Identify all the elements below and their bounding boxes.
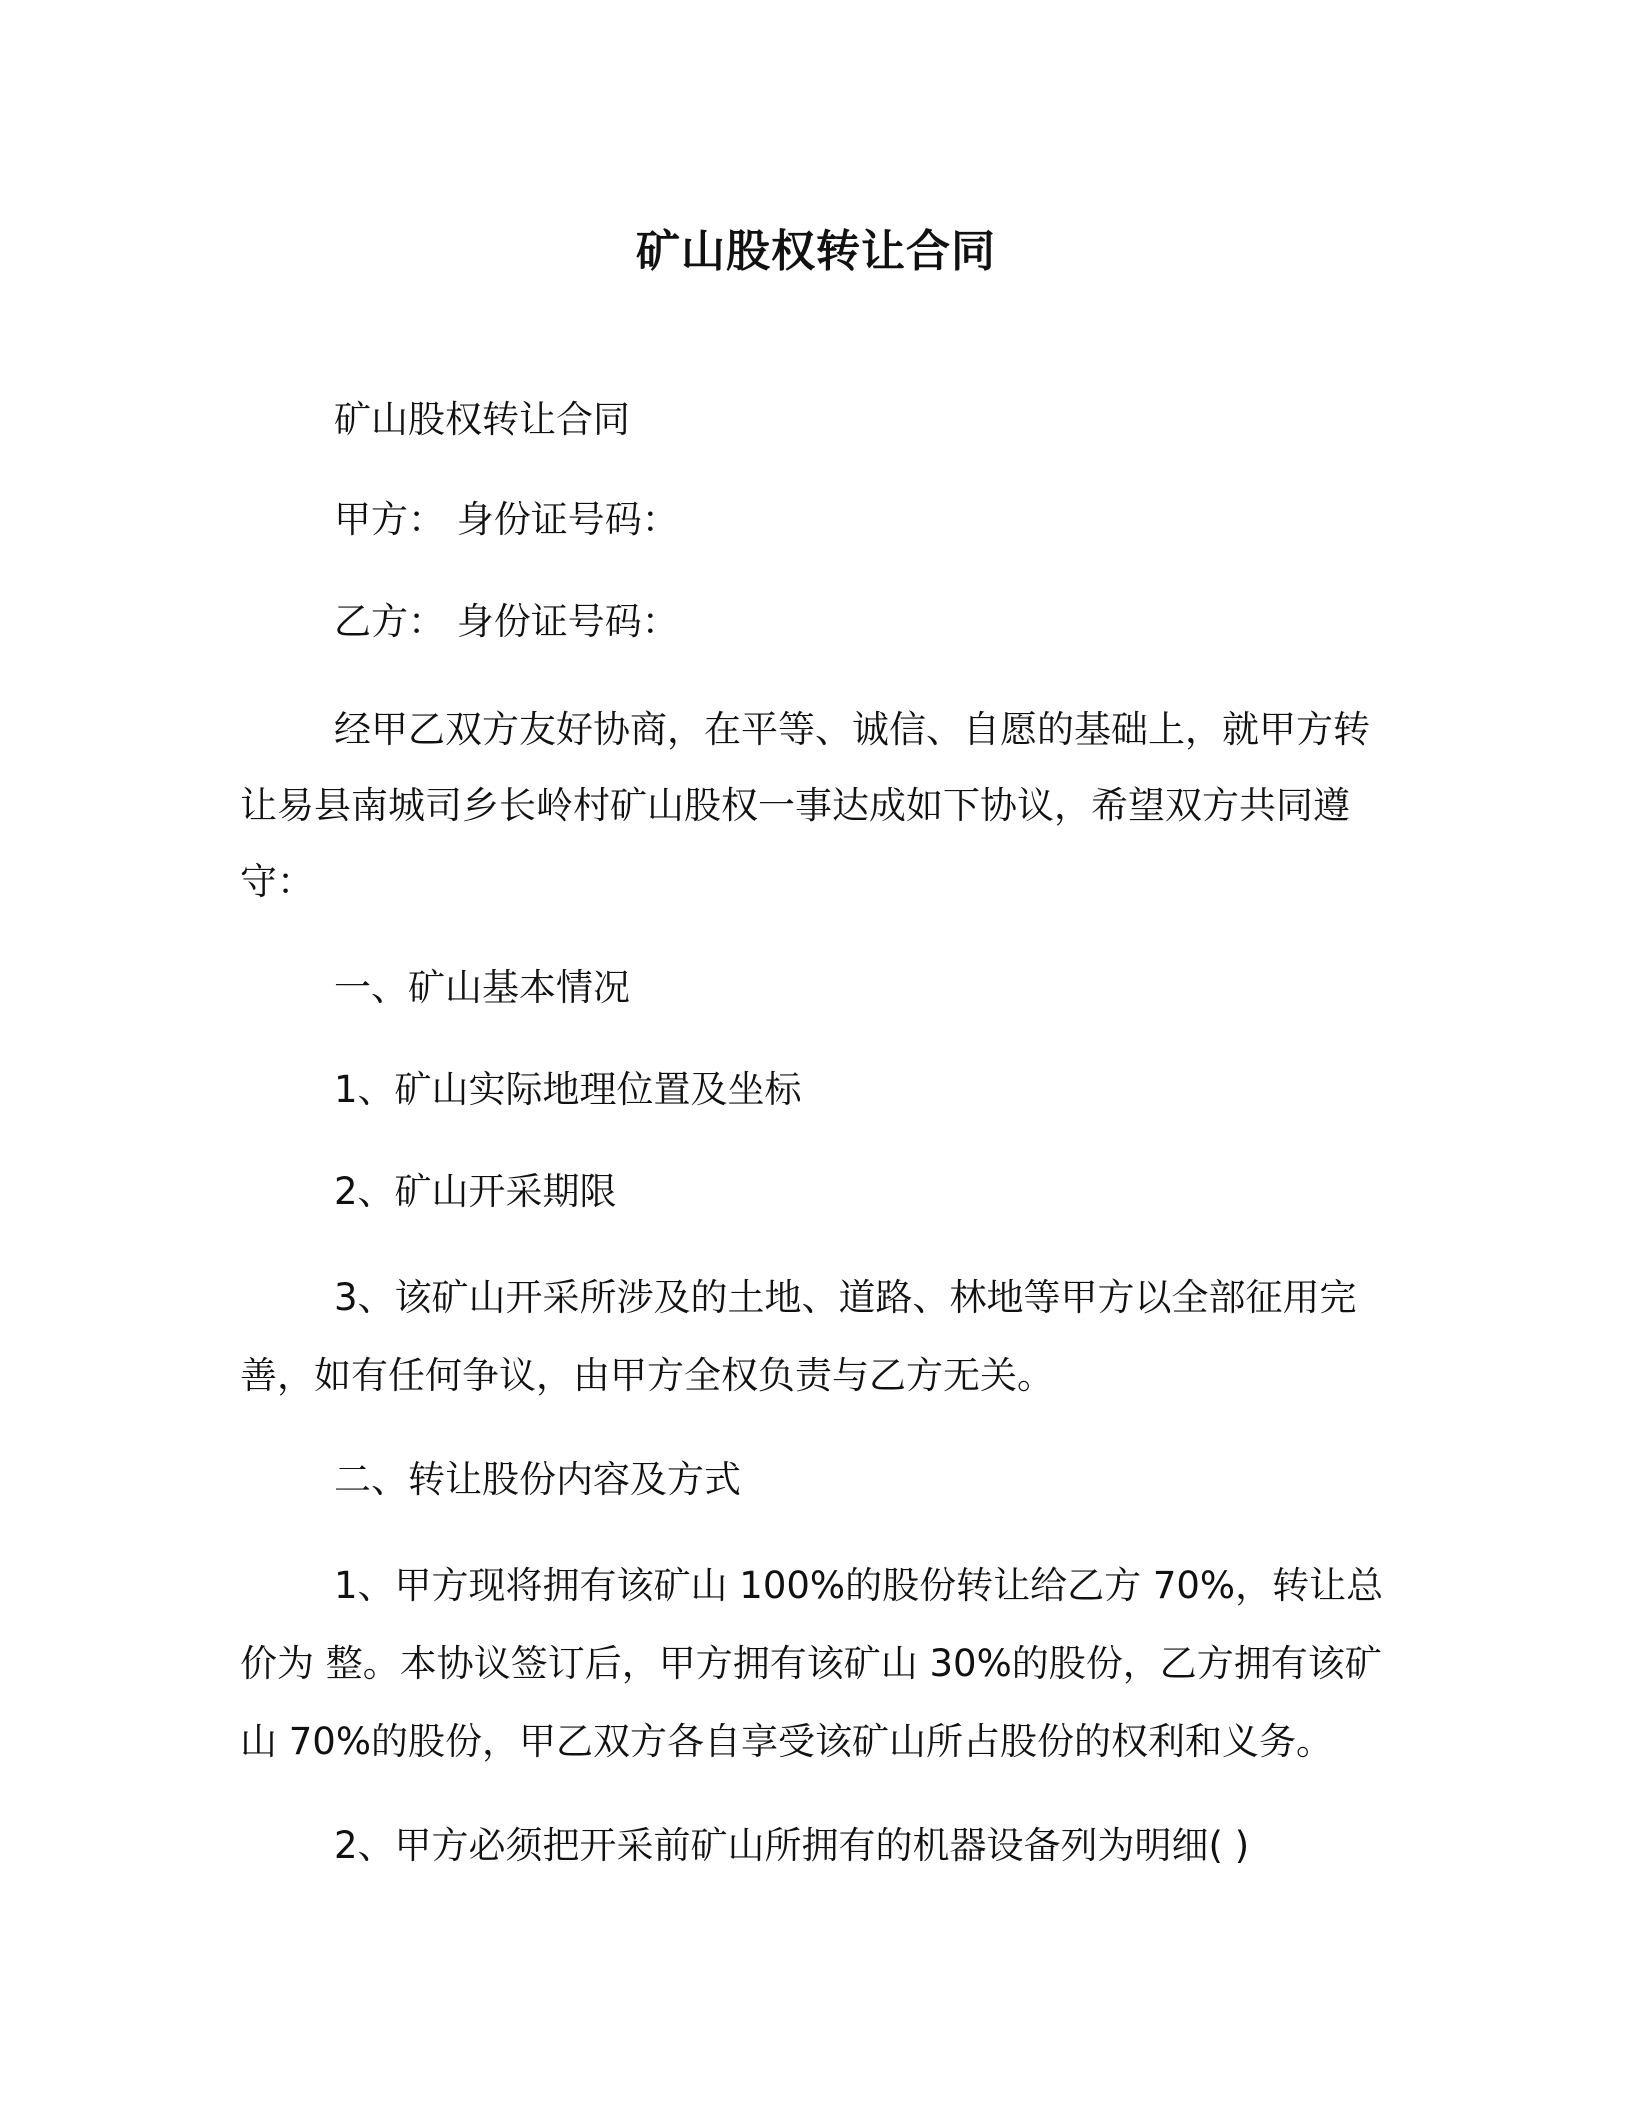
preamble-line-2: 让易县南城司乡长岭村矿山股权一事达成如下协议，希望双方共同遵 xyxy=(240,784,1350,827)
party-b-line: 乙方： 身份证号码： xyxy=(334,600,679,643)
subtitle-line: 矿山股权转让合同 xyxy=(334,398,630,441)
document-title: 矿山股权转让合同 xyxy=(636,226,996,277)
section-2-item-1-line-3: 山 70%的股份，甲乙双方各自享受该矿山所占股份的权利和义务。 xyxy=(240,1720,1333,1763)
section-2-item-1-line-1: 1、甲方现将拥有该矿山 100%的股份转让给乙方 70%，转让总 xyxy=(334,1564,1384,1607)
section-2-heading: 二、转让股份内容及方式 xyxy=(334,1458,741,1501)
section-1-item-2: 2、矿山开采期限 xyxy=(334,1170,617,1213)
party-a-line: 甲方： 身份证号码： xyxy=(334,498,679,541)
section-2-item-1-line-2: 价为 整。本协议签订后，甲方拥有该矿山 30%的股份，乙方拥有该矿 xyxy=(240,1642,1382,1685)
section-2-item-2: 2、甲方必须把开采前矿山所拥有的机器设备列为明细( ) xyxy=(334,1824,1250,1867)
section-1-item-3-line-2: 善，如有任何争议，由甲方全权负责与乙方无关。 xyxy=(240,1354,1054,1397)
section-1-item-1: 1、矿山实际地理位置及坐标 xyxy=(334,1068,802,1111)
section-1-item-3-line-1: 3、该矿山开采所涉及的土地、道路、林地等甲方以全部征用完 xyxy=(334,1276,1357,1319)
preamble-line-3: 守： xyxy=(240,860,314,903)
section-1-heading: 一、矿山基本情况 xyxy=(334,966,630,1009)
preamble-line-1: 经甲乙双方友好协商，在平等、诚信、自愿的基础上，就甲方转 xyxy=(334,708,1370,751)
